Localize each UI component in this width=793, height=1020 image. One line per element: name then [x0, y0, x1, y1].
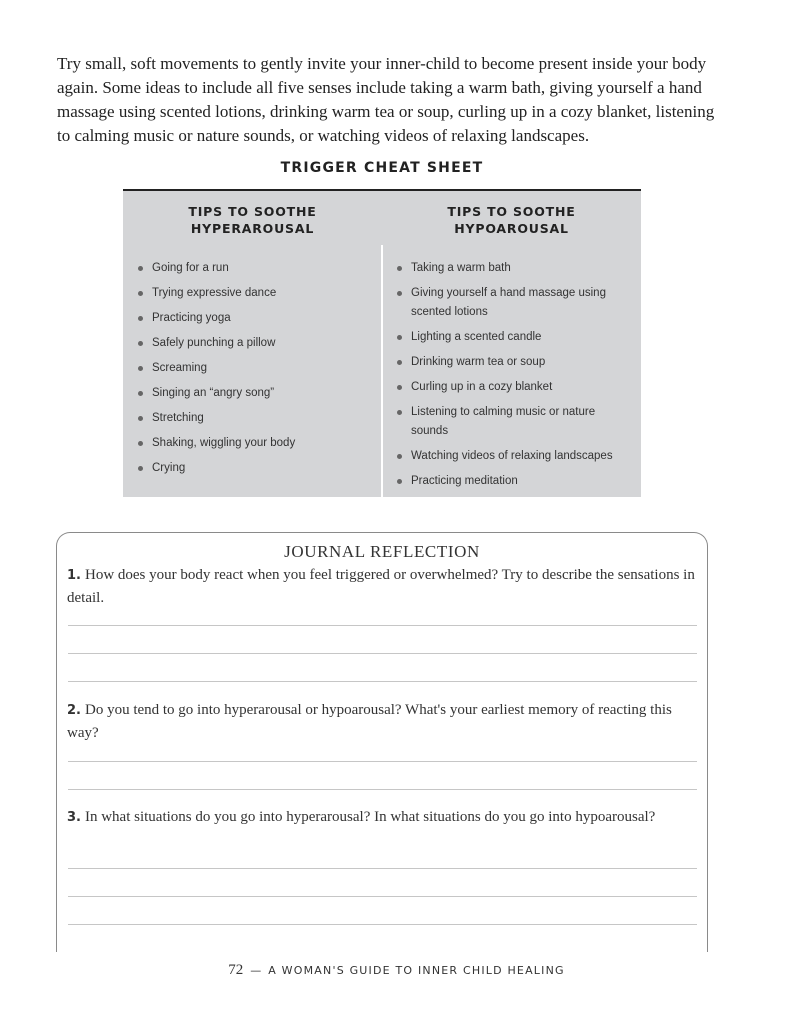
- question-number: 2.: [67, 703, 81, 718]
- list-item: Curling up in a cozy blanket: [396, 378, 621, 397]
- list-item: Watching videos of relaxing landscapes: [396, 447, 621, 466]
- list-item: Stretching: [137, 409, 367, 428]
- list-item: Shaking, wiggling your body: [137, 434, 367, 453]
- answer-line[interactable]: [68, 625, 697, 626]
- footer-dash: —: [250, 964, 262, 977]
- page-number: 72: [228, 962, 244, 978]
- list-item: Listening to calming music or nature sounds: [396, 403, 621, 441]
- cheat-sheet-table: [123, 189, 641, 497]
- hyperarousal-column: [123, 191, 382, 497]
- question-text: In what situations do you go into hyperarousal? In what situations do you go into hypoarousal?: [84, 809, 656, 825]
- hypoarousal-heading: [382, 203, 641, 237]
- list-item: Crying: [137, 459, 367, 478]
- hyperarousal-list: [137, 259, 367, 484]
- list-item: Practicing yoga: [137, 309, 367, 328]
- answer-line[interactable]: [68, 924, 697, 925]
- book-title: A WOMAN'S GUIDE TO INNER CHILD HEALING: [268, 964, 565, 977]
- answer-line[interactable]: [68, 868, 697, 869]
- cheat-sheet-title: TRIGGER CHEAT SHEET: [280, 160, 484, 176]
- question-text: How does your body react when you feel triggered or overwhelmed? Try to describe the sensations in detail.: [67, 567, 695, 606]
- list-item: Screaming: [137, 359, 367, 378]
- hyperarousal-heading-line2: HYPERAROUSAL: [190, 221, 315, 236]
- answer-line[interactable]: [68, 761, 697, 762]
- hyperarousal-heading-line1: TIPS TO SOOTHE: [188, 204, 317, 219]
- hypoarousal-list: [396, 259, 621, 497]
- answer-line[interactable]: [68, 896, 697, 897]
- intro-paragraph: Try small, soft movements to gently invite your inner-child to become present inside your body again. Some ideas to include all five senses include taking a warm bath, giving yourself a hand massage using scented lotions, drinking warm tea or soup, curling up in a cozy blanket, listening to calming music or nature sounds, or watching videos of relaxing landscapes.: [57, 54, 715, 145]
- answer-line[interactable]: [68, 653, 697, 654]
- question-number: 1.: [67, 568, 81, 583]
- list-item: Singing an “angry song”: [137, 384, 367, 403]
- list-item: Going for a run: [137, 259, 367, 278]
- journal-question-1: [67, 564, 699, 609]
- page-footer: [0, 961, 793, 979]
- list-item: Lighting a scented candle: [396, 328, 621, 347]
- journal-question-3: [67, 806, 699, 829]
- list-item: Drinking warm tea or soup: [396, 353, 621, 372]
- hypoarousal-heading-line2: HYPOAROUSAL: [454, 221, 569, 236]
- list-item: Giving yourself a hand massage using scented lotions: [396, 284, 621, 322]
- question-number: 3.: [67, 810, 81, 825]
- answer-line[interactable]: [68, 681, 697, 682]
- list-item: Safely punching a pillow: [137, 334, 367, 353]
- hypoarousal-heading-line1: TIPS TO SOOTHE: [447, 204, 576, 219]
- question-text: Do you tend to go into hyperarousal or hypoarousal? What's your earliest memory of reacting this way?: [67, 702, 672, 741]
- hyperarousal-heading: [123, 203, 382, 237]
- answer-line[interactable]: [68, 789, 697, 790]
- hypoarousal-column: [382, 191, 641, 497]
- list-item: Trying expressive dance: [137, 284, 367, 303]
- journal-question-2: [67, 699, 699, 744]
- list-item: Practicing meditation: [396, 472, 621, 491]
- list-item: Taking a warm bath: [396, 259, 621, 278]
- journal-title: JOURNAL REFLECTION: [284, 542, 480, 561]
- journal-reflection-box: [56, 532, 708, 952]
